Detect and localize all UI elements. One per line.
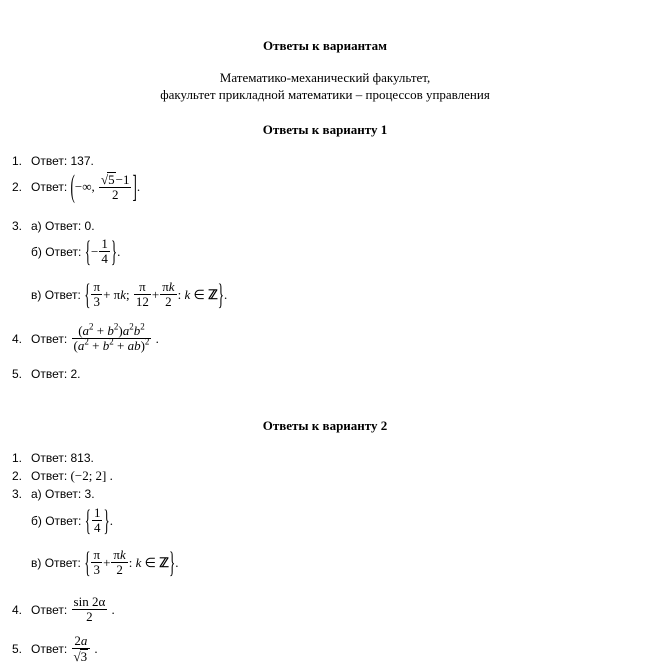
v1-item-2: 2. Ответ: ( −∞, $\frac{√5-1}{2}$ ] . bbox=[12, 167, 141, 204]
v2-item-3: 3. а) Ответ: 3. bbox=[12, 487, 95, 501]
v1-item-1: 1. Ответ: 137. bbox=[12, 154, 94, 168]
v1-item-4: 4. Ответ: $\frac{(a^2 + b^2)a^2b^2}{(a^2 + b^2 + ab)^2}$ . bbox=[12, 321, 159, 353]
page-title: Ответы к вариантам bbox=[263, 38, 387, 53]
faculty-line-1: Математико-механический факультет, bbox=[219, 70, 431, 85]
v1-item-3: 3. а) Ответ: 0. bbox=[12, 219, 95, 233]
variant1-heading: Ответы к варианту 1 bbox=[262, 122, 388, 137]
faculty-line-2: факультет прикладной математики – процессов управления bbox=[160, 87, 490, 102]
v1-item-3v: в) Ответ: { $\frac{\pi}{3}$ + π k ; $\frac{\pi}{12}$ + $\frac{\pi k}{2}$ : k ∈ ℤ } . bbox=[31, 276, 228, 311]
v2-item-4: 4. Ответ: $\frac{\sin 2\alpha}{2}$ . bbox=[12, 594, 115, 624]
v1-answer-2-math: ( −∞, $\frac{√5-1}{2}$ ] . bbox=[70, 167, 141, 204]
v2-item-1: 1. Ответ: 813. bbox=[12, 451, 94, 465]
v2-item-3v: в) Ответ: { $\frac{\pi}{3}$ + $\frac{\pi k}{2}$ : k ∈ ℤ } . bbox=[31, 544, 179, 579]
v1-item-3b: б) Ответ: { − $\frac{1}{4}$ } . bbox=[31, 233, 121, 268]
variant2-heading: Ответы к варианту 2 bbox=[262, 418, 388, 433]
v2-item-2: 2. Ответ: (−2; 2] . bbox=[12, 468, 113, 483]
v1-item-5: 5. Ответ: 2. bbox=[12, 367, 81, 381]
v2-item-3b: б) Ответ: { $\frac{1}{4}$ } . bbox=[31, 502, 113, 537]
v2-item-5: 5. Ответ: $\frac{2a}{√3}$ . bbox=[12, 633, 98, 664]
